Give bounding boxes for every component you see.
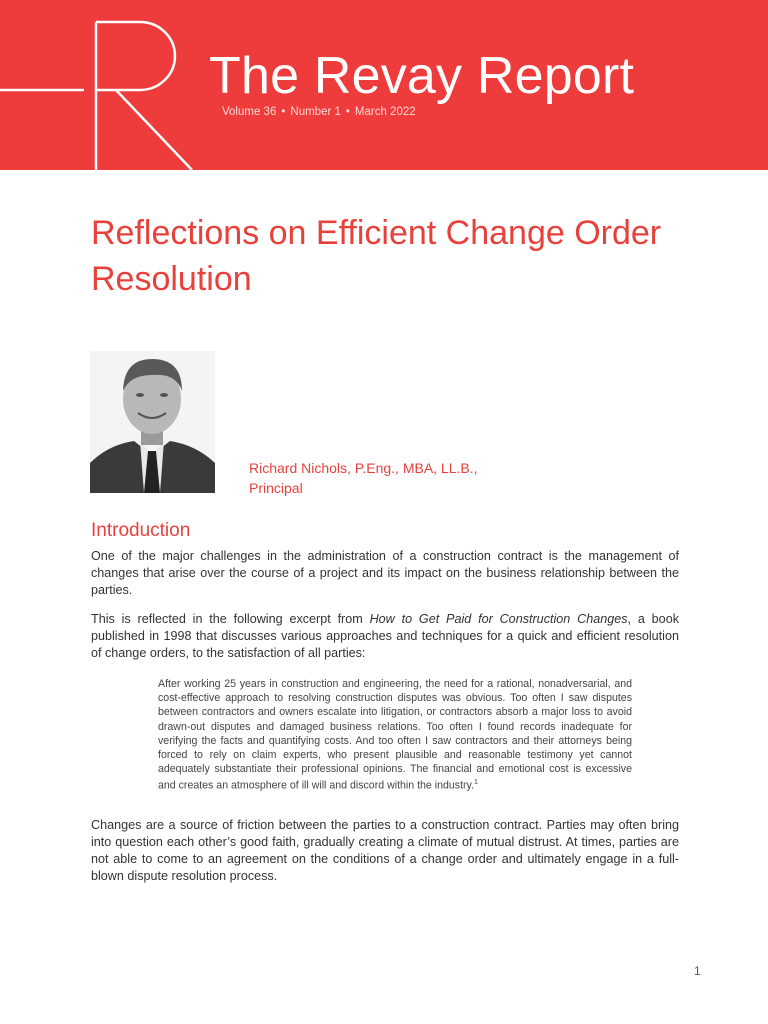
paragraph-text: , a book published in 1998 that discusses various approaches and techniques for a quick and efficient resolution of change orders, to the satisfaction of all parties: xyxy=(91,612,679,660)
quote-text: After working 25 years in construction and engineering, the need for a rational, nonadversarial, and cost-effective approach to resolving construction disputes was obvious. Too often I saw disputes between contractors and owners escalate into litigation, or contractors absorb a major loss to avoid drawn-out disputes and damaged business relations. Too often I found records inadequate for verifying the facts and quantifying costs. And too often I saw contractors and their attorneys being forced to rely on claim experts, who present plausible and reasonable testimony yet cannot adequately substantiate their professional opinions. The financial and emotional cost is excessive and creates an atmosphere of ill will and discord within the industry. xyxy=(158,678,632,792)
paragraph-text: This is reflected in the following excerpt from xyxy=(91,612,370,626)
author-name: Richard Nichols, P.Eng., MBA, LL.B., xyxy=(249,460,478,476)
book-title: How to Get Paid for Construction Changes xyxy=(369,612,628,626)
header-banner xyxy=(0,0,768,170)
block-quote xyxy=(158,677,632,793)
author-role: Principal xyxy=(249,480,303,496)
footnote-marker: 1 xyxy=(474,779,478,787)
issue-info xyxy=(222,106,416,118)
report-title: The Revay Report xyxy=(209,47,635,105)
volume-label: Volume 36 xyxy=(222,106,277,118)
author-photo-icon xyxy=(90,351,215,493)
author-portrait xyxy=(90,351,215,493)
article-title: Reflections on Efficient Change Order Resolution xyxy=(91,214,662,298)
page-number: 1 xyxy=(694,964,701,978)
date-label: March 2022 xyxy=(354,106,416,118)
number-label: Number 1 xyxy=(290,106,341,118)
body-paragraph: Changes are a source of friction between the parties to a construction contract. Parties may often bring into question each other’s good faith, gradually creating a climate of mutual distrust. At times, parties are not able to come to an agreement on the conditions of a change order and ultimately engage in a full-blown dispute resolution process. xyxy=(91,818,679,883)
intro-paragraph: One of the major challenges in the administration of a construction contract is the management of changes that arise over the course of a project and its impact on the business relationship between the parties. xyxy=(91,549,679,597)
section-heading: Introduction xyxy=(91,520,191,541)
bullet-separator: • xyxy=(345,106,350,118)
author-byline xyxy=(249,458,478,498)
revay-r-logo xyxy=(0,0,200,170)
bullet-separator: • xyxy=(281,106,286,118)
excerpt-intro-paragraph xyxy=(91,611,679,662)
